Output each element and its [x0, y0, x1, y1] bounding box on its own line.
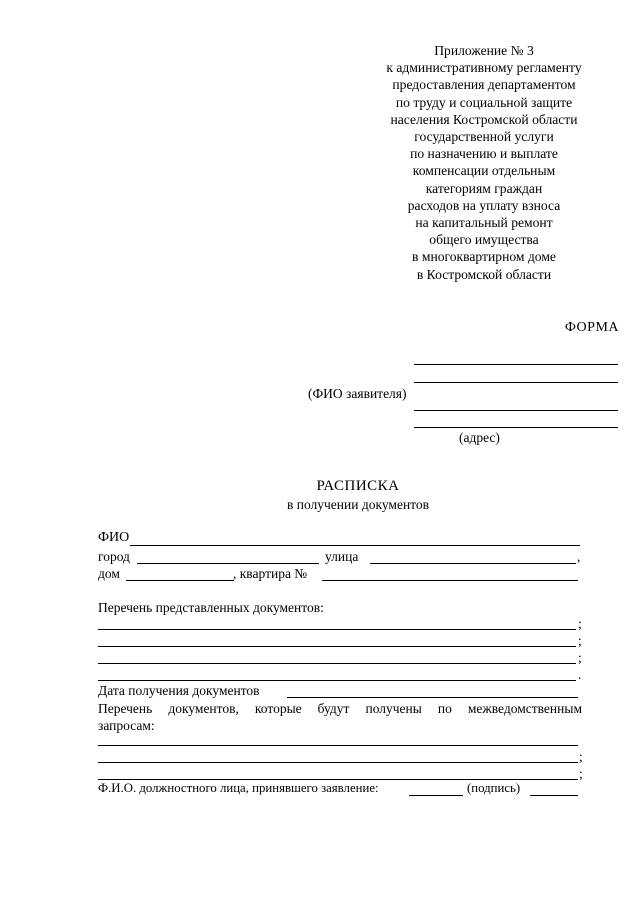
document-line-1[interactable]: [98, 629, 576, 630]
signature-caption: (подпись): [467, 781, 521, 795]
documents-list-label: Перечень представленных документов:: [98, 600, 324, 615]
official-name-label: Ф.И.О. должностного лица, принявшего заявление:: [98, 781, 379, 795]
semicolon-mark: ;: [578, 616, 582, 631]
interagency-line-1[interactable]: [98, 745, 578, 746]
semicolon-mark: ;: [579, 749, 583, 764]
appendix-line: по назначению и выплате: [410, 146, 558, 162]
apartment-field[interactable]: [322, 580, 578, 581]
interagency-label-continued: запросам:: [98, 718, 155, 733]
appendix-line: предоставления департаментом: [392, 77, 576, 93]
applicant-name-line-2[interactable]: [414, 382, 618, 383]
period-mark: .: [578, 667, 582, 682]
interagency-label: Перечень документов, которые будут получены по межведомственным: [98, 701, 582, 716]
document-line-3[interactable]: [98, 663, 576, 664]
applicant-address-line-2[interactable]: [414, 427, 618, 428]
semicolon-mark: ;: [579, 766, 583, 781]
document-line-2[interactable]: [98, 646, 576, 647]
applicant-address-line-1[interactable]: [414, 410, 618, 411]
form-label: ФОРМА: [564, 320, 619, 335]
appendix-header: [348, 42, 620, 283]
comma-mark: ,: [577, 549, 581, 564]
semicolon-mark: ;: [578, 633, 582, 648]
appendix-line: на капитальный ремонт: [415, 215, 553, 231]
fio-field[interactable]: [130, 545, 580, 546]
receipt-title: РАСПИСКА: [316, 478, 400, 494]
signature-field[interactable]: [530, 795, 578, 796]
appendix-line: к административному регламенту: [386, 60, 582, 76]
appendix-line: общего имущества: [429, 232, 539, 248]
receipt-subtitle: в получении документов: [286, 497, 430, 512]
city-label: город: [98, 549, 130, 564]
address-caption: (адрес): [459, 430, 500, 445]
street-label: улица: [325, 549, 359, 564]
house-field[interactable]: [126, 580, 234, 581]
street-field[interactable]: [370, 563, 576, 564]
semicolon-mark: ;: [578, 650, 582, 665]
house-label: дом: [98, 566, 120, 581]
appendix-line: государственной услуги: [414, 129, 554, 145]
official-name-field[interactable]: [409, 795, 463, 796]
appendix-line: в многоквартирном доме: [412, 249, 556, 265]
appendix-line: в Костромской области: [416, 266, 552, 282]
receipt-date-label: Дата получения документов: [98, 683, 260, 698]
appendix-line: категориям граждан: [425, 180, 543, 196]
interagency-line-2[interactable]: [98, 762, 578, 763]
appendix-line: Приложение № 3: [434, 43, 534, 58]
appendix-line: расходов на уплату взноса: [407, 197, 561, 213]
receipt-date-field[interactable]: [287, 697, 578, 698]
appendix-line: компенсации отдельным: [412, 163, 556, 179]
city-field[interactable]: [137, 563, 319, 564]
appendix-line: населения Костромской области: [390, 111, 578, 127]
apartment-label: , квартира №: [233, 566, 308, 581]
fio-label: ФИО: [98, 530, 130, 545]
appendix-line: по труду и социальной защите: [395, 94, 573, 110]
fio-applicant-caption: (ФИО заявителя): [308, 386, 407, 401]
document-line-4[interactable]: [98, 680, 576, 681]
applicant-name-line-1[interactable]: [414, 364, 618, 365]
